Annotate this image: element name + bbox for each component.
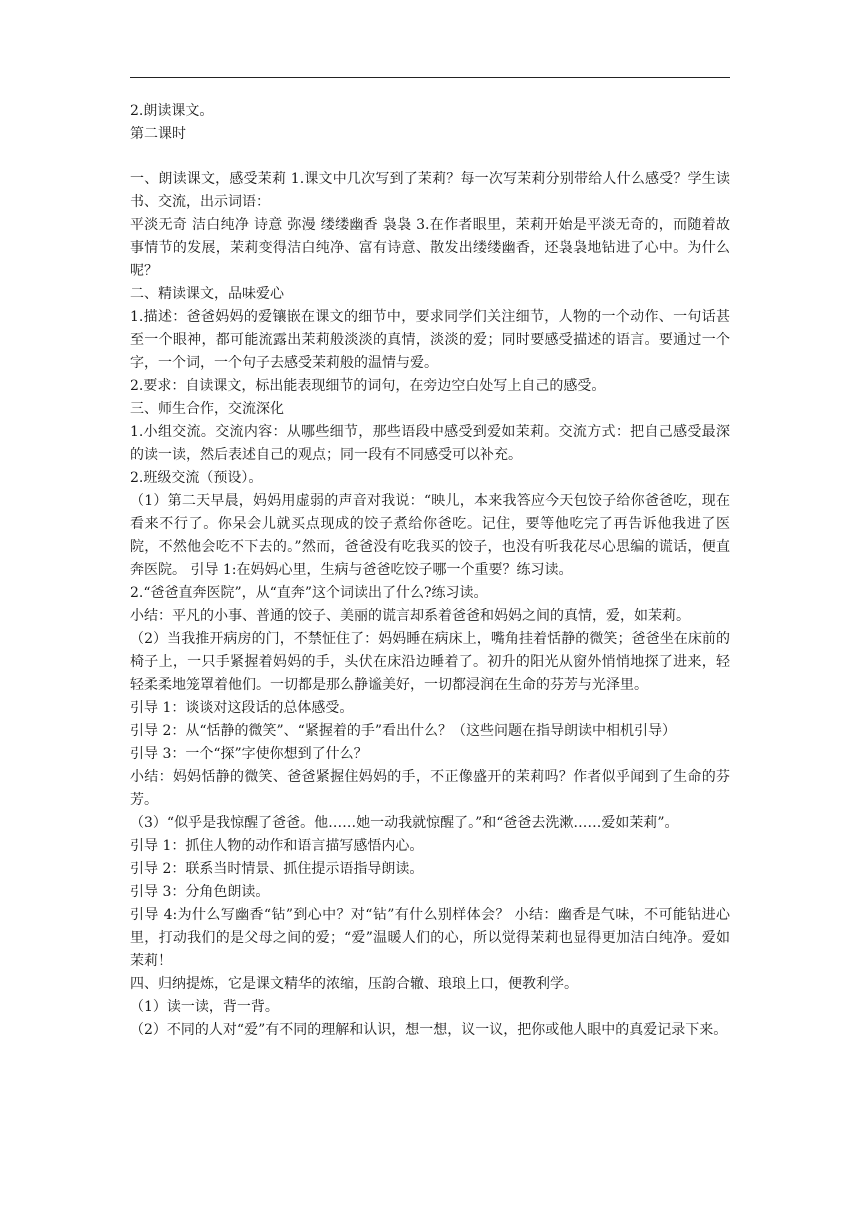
paragraph: 引导 3：一个“探”字使你想到了什么？	[130, 746, 368, 762]
paragraph: 引导 3：分角色朗读。	[130, 884, 270, 900]
paragraph: 引导 1：谈谈对这段话的总体感受。	[130, 700, 354, 716]
paragraph: 2.要求：自读课文，标出能表现细节的词句，在旁边空白处写上自己的感受。	[130, 378, 606, 394]
paragraph: 2.朗读课文。	[130, 103, 214, 119]
section-heading: 三、师生合作，交流深化	[130, 401, 284, 417]
paragraph: 四、归纳提炼，它是课文精华的浓缩，压韵合辙、琅琅上口，便教利学。	[130, 976, 578, 992]
paragraph: （3）“似乎是我惊醒了爸爸。他……她一动我就惊醒了。”和“爸爸去洗漱……爱如茉莉”。	[130, 815, 679, 831]
paragraph: 小结：妈妈恬静的微笑、爸爸紧握住妈妈的手，不正像盛开的茉莉吗？作者似乎闻到了生命的芬芳。	[130, 769, 730, 808]
paragraph: （2）当我推开病房的门，不禁怔住了：妈妈睡在病床上，嘴角挂着恬静的微笑；爸爸坐在床前的椅子上，一只手紧握着妈妈的手，头伏在床沿边睡着了。初升的阳光从窗外悄悄地探了进来，轻轻柔柔地笼罩着他们。一切都是那么静谧美好，一切都浸润在生命的芬芳与光泽里。	[130, 631, 730, 693]
paragraph: 1.小组交流。交流内容：从哪些细节，那些语段中感受到爱如茉莉。交流方式：把自己感受最深的读一读，然后表述自己的观点；同一段有不同感受可以补充。	[130, 424, 730, 463]
document-body	[130, 100, 730, 1042]
paragraph: 引导 1：抓住人物的动作和语言描写感悟内心。	[130, 838, 424, 854]
paragraph: 平淡无奇 洁白纯净 诗意 弥漫 缕缕幽香 袅袅 3.在作者眼里，茉莉开始是平淡无奇的，而随着故事情节的发展，茉莉变得洁白纯净、富有诗意、散发出缕缕幽香，还袅袅地钻进了心中。为什么呢？	[130, 217, 730, 279]
paragraph: 引导 2：从“恬静的微笑”、“紧握着的手”看出什么？（这些问题在指导朗读中相机引导）	[130, 723, 676, 739]
header-rule	[130, 77, 730, 78]
paragraph: 引导 2：联系当时情景、抓住提示语指导朗读。	[130, 861, 424, 877]
blank-line	[130, 146, 730, 168]
paragraph: 小结：平凡的小事、普通的饺子、美丽的谎言却系着爸爸和妈妈之间的真情，爱，如茉莉。	[130, 608, 690, 624]
section-heading: 二、精读课文，品味爱心	[130, 286, 284, 302]
paragraph: 1.描述：爸爸妈妈的爱镶嵌在课文的细节中，要求同学们关注细节，人物的一个动作、一句话甚至一个眼神，都可能流露出茉莉般淡淡的真情，淡淡的爱；同时要感受描述的语言。要通过一个字，一个词，一个句子去感受茉莉般的温情与爱。	[130, 309, 730, 371]
paragraph: （2）不同的人对“爱”有不同的理解和认识，想一想，议一议，把你或他人眼中的真爱记录下来。	[130, 1022, 728, 1038]
paragraph: 一、朗读课文，感受茉莉 1.课文中几次写到了茉莉？每一次写茉莉分别带给人什么感受？学生读书、交流，出示词语：	[130, 171, 730, 210]
section-heading: （1）读一读，背一背。	[130, 999, 279, 1015]
paragraph: 2.“爸爸直奔医院”，从“直奔”这个词读出了什么?练习读。	[130, 585, 488, 601]
paragraph: 2.班级交流（预设）。	[130, 470, 263, 486]
section-heading-lesson-two: 第二课时	[130, 126, 186, 142]
paragraph: 引导 4:为什么写幽香“钻”到心中？对“钻”有什么别样体会？ 小结：幽香是气味，不可能钻进心里，打动我们的是父母之间的爱；“爱”温暖人们的心，所以觉得茉莉也显得更加洁白纯净。爱如茉莉！	[130, 907, 730, 969]
paragraph: （1）第二天早晨，妈妈用虚弱的声音对我说：“映儿，本来我答应今天包饺子给你爸爸吃，现在看来不行了。你呆会儿就买点现成的饺子煮给你爸吃。记住，要等他吃完了再告诉他我进了医院，不然他会吃不下去的。”然而，爸爸没有吃我买的饺子，也没有听我花尽心思编的谎话，便直奔医院。 引导 1:在妈妈心里，生病与爸爸吃饺子哪一个重要？练习读。	[130, 493, 730, 578]
